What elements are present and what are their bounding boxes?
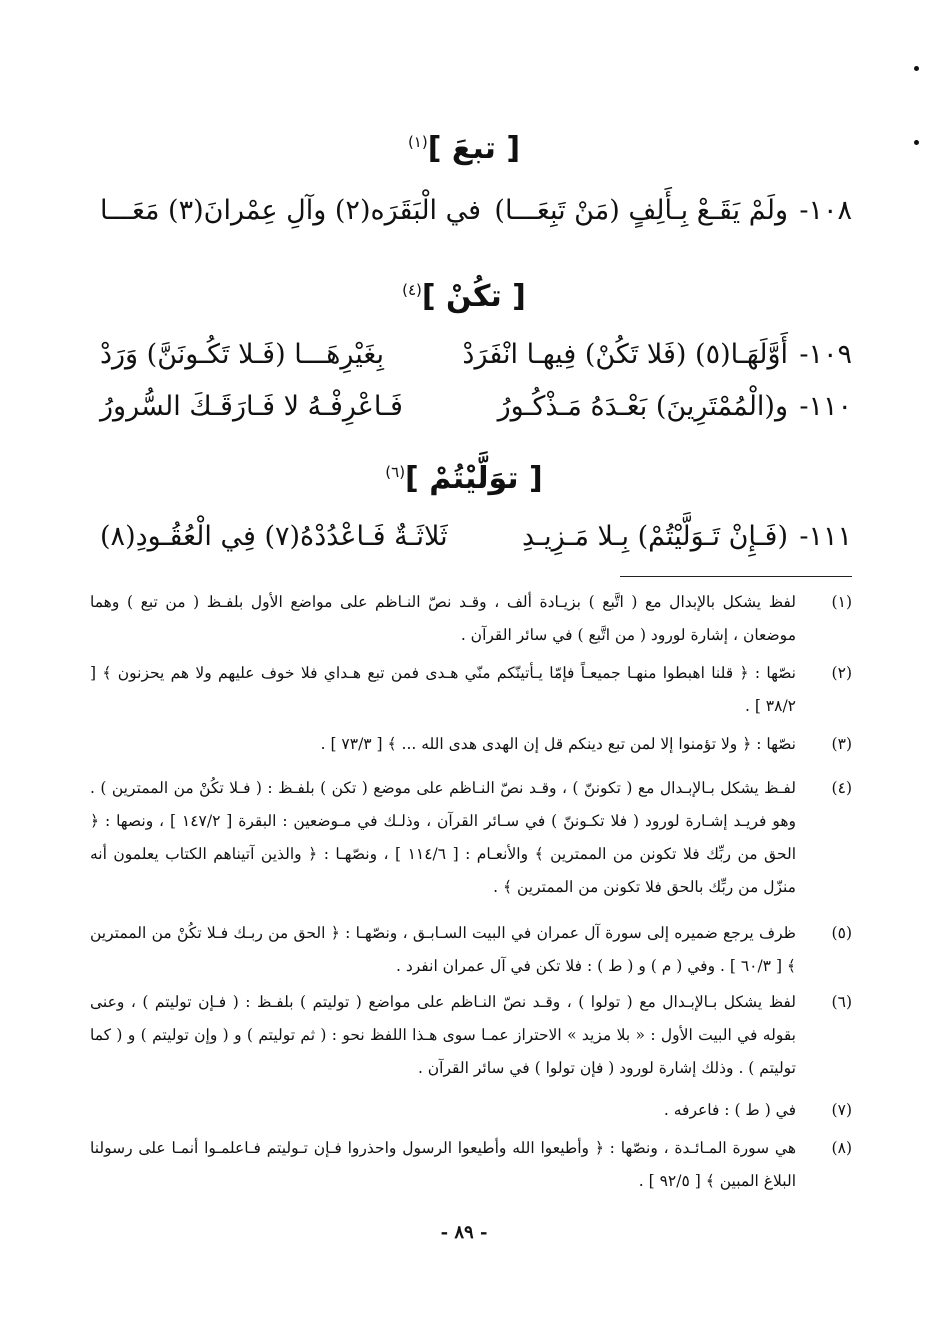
verse-second-hemistich: في الْبَقَرَه(٢) وآلِ عِمْرانَ(٣) مَعَـــا: [100, 195, 482, 226]
footnote: [90, 917, 852, 983]
footnote-text: لفـظ يشكل بـالإبـدال مع ( تكوننّ ) ، وقـد نصّ النـاظم على موضع ( تكن ) بلفـظ : ( فـلا تكُنْ من الممترين ) . وهو فريـد إشـارة لورود ( فلا تكـوننّ ) في سـائر القرآن ، وذلـك في مـوضعين : البقرة [ ١٤٧/٢ ] ، ونصها : ﴿ الحق من ربِّك فلا تكونن من الممترين ﴾ والأنعـام : [ ١١٤/٦ ] ، ونصّهـا : ﴿ والذين آتيناهم الكتاب يعلمون أنه منزّل من ربِّك بالحق فلا تكونن من الممترين ﴾ .: [90, 779, 796, 896]
section-heading: [0, 122, 928, 169]
footnote-number: (٥): [831, 924, 852, 942]
verse-first-hemistich: أَوَّلَهَـا(٥) (فَلا تَكُنْ) فِيهـا انْفَرَدْ: [462, 339, 788, 370]
footnote-separator: [620, 576, 852, 577]
footnote-number: (٤): [831, 779, 852, 797]
footnote-number: (٨): [831, 1139, 852, 1157]
footnote-number: (٣): [831, 735, 852, 753]
speck: [914, 66, 919, 71]
footnote-text: نصّها : ﴿ قلنا اهبطوا منهـا جميعـاً فإمّا يـأتينّكم منّي هـدى فمن تبع هـداي فلا خوف عليهم ولا هم يحزنون ﴾ [ ٣٨/٢ ] .: [90, 664, 796, 715]
verse-number: ١٠٩-: [799, 339, 852, 370]
footnote-text: ظرف يرجع ضميره إلى سورة آل عمران في البيت السـابـق ، ونصّهـا : ﴿ الحق من ربـك فـلا تكُنْ من الممترين ﴾ [ ٦٠/٣ ] . وفي ( م ) و ( ط ) : فلا تكن في آل عمران انفرد .: [90, 924, 796, 975]
heading-title: [ تبعَ ]: [427, 131, 521, 166]
heading-note: (٤): [402, 281, 422, 299]
footnote: [90, 986, 852, 1085]
page-number: - ٨٩ -: [440, 1222, 488, 1243]
footnote-text: لفظ يشكل بالإبدال مع ( اتَّبع ) بزيـادة ألف ، وقـد نصّ النـاظم على مواضع الأول بلفـظ ( من تبع ) وهما موضعان ، إشارة لورود ( من اتَّبع ) في سائر القرآن .: [90, 593, 796, 644]
section-heading: [0, 270, 928, 317]
verse-first-hemistich: ولَمْ يَقَـعْ بِـأَلِفٍ (مَنْ تَبِعَـــا): [494, 195, 788, 226]
verse-second-hemistich: ثَلاثَـةٌ فَـاعْدُدْهُ(٧) فِي الْعُقُـودِ(٨): [100, 521, 448, 552]
footnote-text: لفظ يشكل بـالإبـدال مع ( تولوا ) ، وقـد نصّ النـاظم على مواضع ( توليتم ) بلفـظ : ( فـإن توليتم ) ، وعنى بقوله في البيت الأول : « بلا مزيد » الاحتراز عمـا سوى هـذا اللفظ نحو : ( ثم توليتم ) و ( وإن توليتم ) و ( كما توليتم ) . وذلك إشارة لورود ( فإن تولوا ) في سائر القرآن .: [90, 993, 796, 1077]
verse-line: [100, 332, 852, 378]
footnote-text: هي سورة المـائـدة ، ونصّها : ﴿ وأطيعوا الله وأطيعوا الرسول واحذروا فـإن تـوليتم فـاعلمـوا أنمـا على رسولنا البلاغ المبين ﴾ [ ٩٢/٥ ] .: [90, 1139, 796, 1190]
verse-second-hemistich: فَـاعْرِفْـهُ لا فَـارَقَـكَ السُّرورُ: [100, 391, 403, 422]
footnote-number: (٢): [831, 664, 852, 682]
footnote: [90, 728, 852, 761]
verse-number: ١١٠-: [799, 391, 852, 422]
footnote: [90, 586, 852, 652]
section-heading: [0, 452, 928, 499]
footnote-text: في ( ط ) : فاعرفه .: [663, 1101, 796, 1119]
verse-line: [100, 188, 852, 234]
footnote-text: نصّها : ﴿ ولا تؤمنوا إلا لمن تبع دينكم قل إن الهدى هدى الله ... ﴾ [ ٧٣/٣ ] .: [320, 735, 796, 753]
footnote-number: (١): [831, 593, 852, 611]
footnote: [90, 1094, 852, 1127]
verse-line: [100, 514, 852, 560]
verse-number: ١٠٨-: [799, 195, 852, 226]
footnote: [90, 657, 852, 723]
heading-title: [ تكُنْ ]: [421, 279, 526, 314]
footnote-number: (٦): [831, 993, 852, 1011]
heading-title: [ توَلَّيْتُمْ ]: [405, 461, 543, 496]
verse-first-hemistich: (فَـإِنْ تَـوَلَّيْتُمْ) بِـلا مَـزِيـدِ: [522, 521, 788, 552]
verse-second-hemistich: بِغَيْرِهَـــا (فَـلا تَكُـونَنَّ) وَرَدْ: [100, 339, 384, 370]
verse-number: ١١١-: [799, 521, 852, 552]
heading-note: (١): [407, 133, 428, 151]
verse-first-hemistich: و(الْمُمْتَرِينَ) بَعْـدَهُ مَـذْكُـورُ: [497, 391, 788, 422]
heading-note: (٦): [385, 463, 406, 481]
footnote-number: (٧): [831, 1101, 852, 1119]
verse-line: [100, 384, 852, 430]
footnote: [90, 772, 852, 904]
footnote: [90, 1132, 852, 1198]
